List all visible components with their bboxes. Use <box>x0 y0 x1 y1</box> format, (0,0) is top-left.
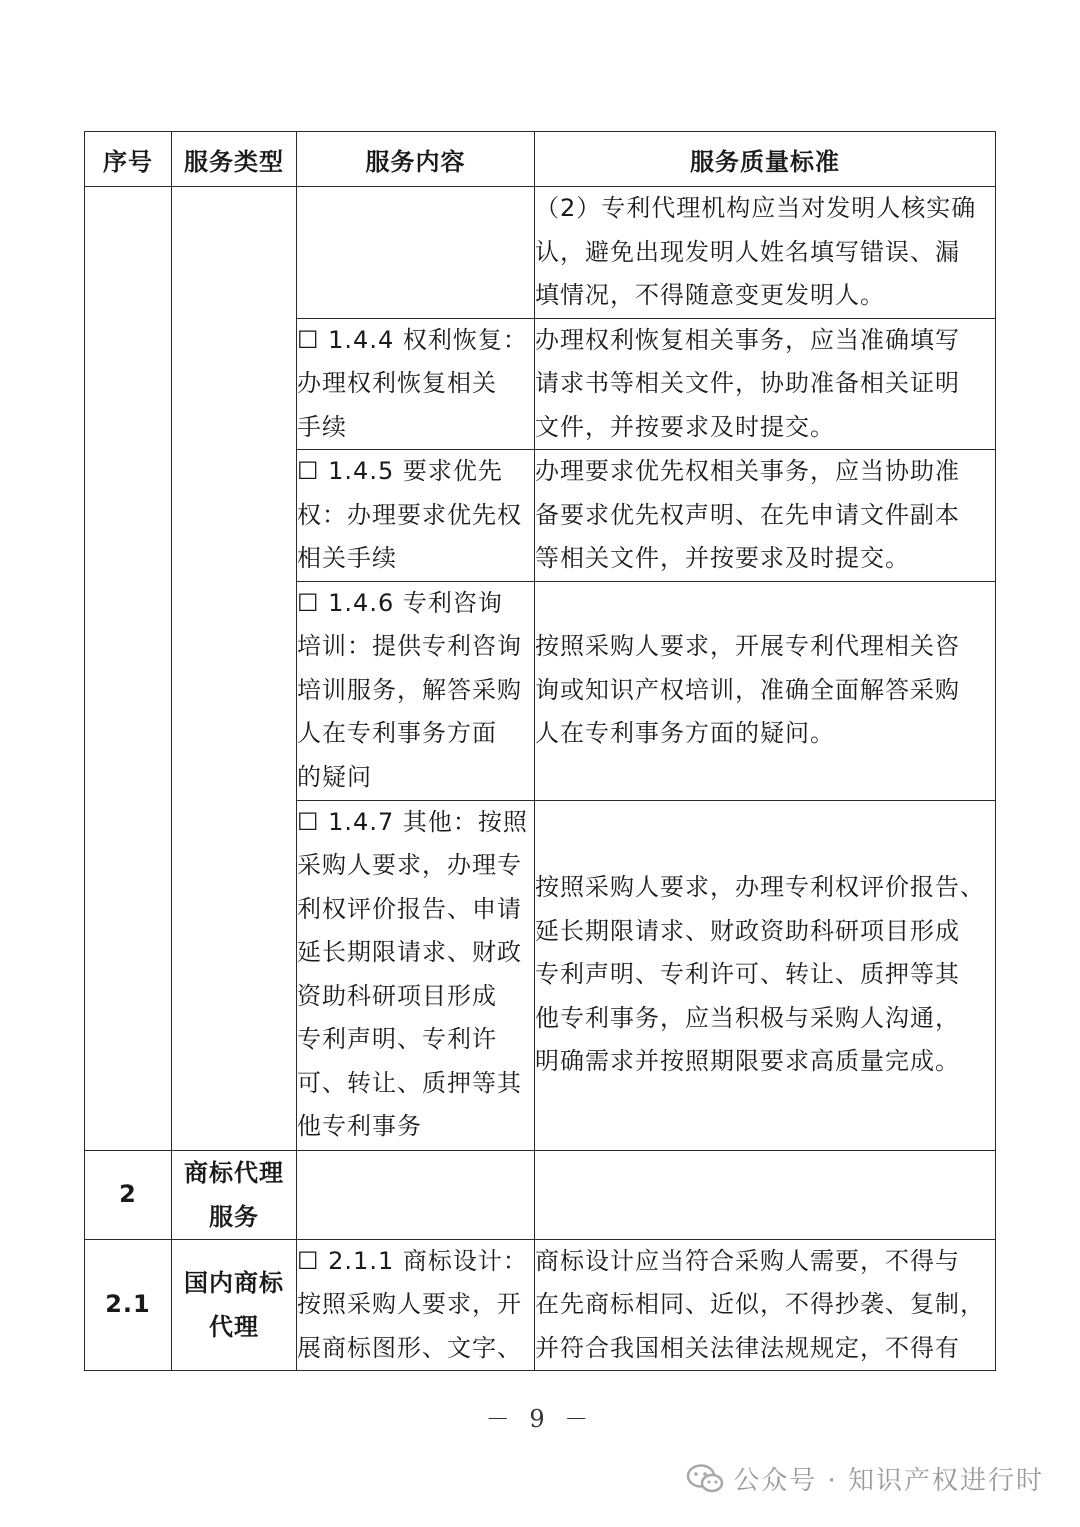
standard-cell <box>535 450 996 582</box>
standard-line: 延长期限请求、财政资助科研项目形成 <box>535 916 960 945</box>
standard-line: 等相关文件，并按要求及时提交。 <box>535 544 910 572</box>
standard-line: 明确需求并按照期限要求高质量完成。 <box>535 1047 960 1076</box>
standard-line: 他专利事务，应当积极与采购人沟通， <box>535 1003 960 1032</box>
standard-line: 按照采购人要求，办理专利权评价报告、 <box>535 873 985 902</box>
standard-line: （2）专利代理机构应当对发明人核实确 <box>535 194 977 222</box>
standard-line: 按照采购人要求，开展专利代理相关咨 <box>535 632 960 661</box>
service-type-line: 国内商标 <box>184 1268 284 1297</box>
content-cell <box>297 318 535 450</box>
content-line: ☐ 1.4.5 要求优先 <box>297 457 503 485</box>
content-line: 人在专利事务方面 <box>297 719 497 747</box>
standard-cell-empty <box>535 1150 996 1239</box>
service-standard-table <box>84 131 996 1371</box>
content-line: ☐ 2.1.1 商标设计： <box>297 1246 528 1275</box>
content-cell-empty <box>297 1150 535 1239</box>
content-line: ☐ 1.4.6 专利咨询 <box>297 588 503 617</box>
header-service-type: 服务类型 <box>172 132 297 187</box>
table-row-section-2 <box>85 1150 996 1239</box>
content-line: 他专利事务 <box>297 1112 422 1140</box>
content-line: 资助科研项目形成 <box>297 981 497 1010</box>
watermark-text: 公众号 · 知识产权进行时 <box>733 1466 1044 1496</box>
service-type-line: 服务 <box>209 1202 259 1231</box>
service-type-cell <box>172 1150 297 1239</box>
content-line: ☐ 1.4.4 权利恢复： <box>297 325 528 354</box>
content-cell <box>297 187 535 319</box>
content-line: 延长期限请求、财政 <box>297 938 522 966</box>
section-number: 2 <box>85 1150 172 1239</box>
standard-line: 认，避免出现发明人姓名填写错误、漏 <box>535 237 960 266</box>
standard-line: 商标设计应当符合采购人需要，不得与 <box>535 1246 960 1275</box>
standard-line: 人在专利事务方面的疑问。 <box>535 719 835 748</box>
watermark <box>685 1460 1044 1497</box>
service-type-cell <box>172 1239 297 1371</box>
type-cell-empty <box>172 187 297 1151</box>
standard-cell <box>535 1239 996 1371</box>
table-row-section-2-1 <box>85 1239 996 1371</box>
content-line: 按照采购人要求，开 <box>297 1290 522 1318</box>
standard-line: 在先商标相同、近似，不得抄袭、复制， <box>535 1290 985 1318</box>
content-line: 手续 <box>297 412 347 441</box>
standard-cell <box>535 318 996 450</box>
content-line: 培训：提供专利咨询 <box>297 632 522 660</box>
no-cell-empty <box>85 187 172 1151</box>
table-header-row <box>85 132 996 187</box>
standard-cell <box>535 187 996 319</box>
content-line: 办理权利恢复相关 <box>297 369 497 397</box>
page-number: － 9 － <box>485 1405 595 1433</box>
content-line: 采购人要求，办理专 <box>297 851 522 879</box>
content-line: 相关手续 <box>297 544 397 572</box>
service-type-line: 代理 <box>209 1312 259 1341</box>
content-line: 的疑问 <box>297 762 372 791</box>
standard-cell <box>535 581 996 800</box>
content-cell <box>297 581 535 800</box>
content-line: 可、转让、质押等其 <box>297 1068 522 1097</box>
content-line: 培训服务，解答采购 <box>297 675 522 704</box>
header-service-content: 服务内容 <box>297 132 535 187</box>
standard-line: 文件，并按要求及时提交。 <box>535 412 835 441</box>
header-quality-standard: 服务质量标准 <box>535 132 996 187</box>
content-cell <box>297 450 535 582</box>
table-row <box>85 187 996 319</box>
content-line: ☐ 1.4.7 其他：按照 <box>297 807 528 836</box>
service-type-line: 商标代理 <box>184 1158 284 1187</box>
section-number: 2.1 <box>85 1239 172 1371</box>
standard-line: 备要求优先权声明、在先申请文件副本 <box>535 500 960 529</box>
standard-line: 请求书等相关文件，协助准备相关证明 <box>535 369 960 397</box>
content-line: 展商标图形、文字、 <box>297 1333 522 1362</box>
standard-line: 专利声明、专利许可、转让、质押等其 <box>535 960 960 989</box>
standard-line: 填情况，不得随意变更发明人。 <box>535 281 885 309</box>
standard-line: 询或知识产权培训，准确全面解答采购 <box>535 675 960 704</box>
wechat-icon <box>685 1463 725 1495</box>
content-cell <box>297 800 535 1150</box>
standard-cell <box>535 800 996 1150</box>
standard-line: 办理权利恢复相关事务，应当准确填写 <box>535 325 960 354</box>
content-line: 权：办理要求优先权 <box>297 500 522 529</box>
content-line: 专利声明、专利许 <box>297 1025 497 1053</box>
header-no: 序号 <box>85 132 172 187</box>
content-line: 利权评价报告、申请 <box>297 894 522 923</box>
content-cell <box>297 1239 535 1371</box>
standard-line: 并符合我国相关法律法规规定，不得有 <box>535 1333 960 1362</box>
standard-line: 办理要求优先权相关事务，应当协助准 <box>535 457 960 485</box>
